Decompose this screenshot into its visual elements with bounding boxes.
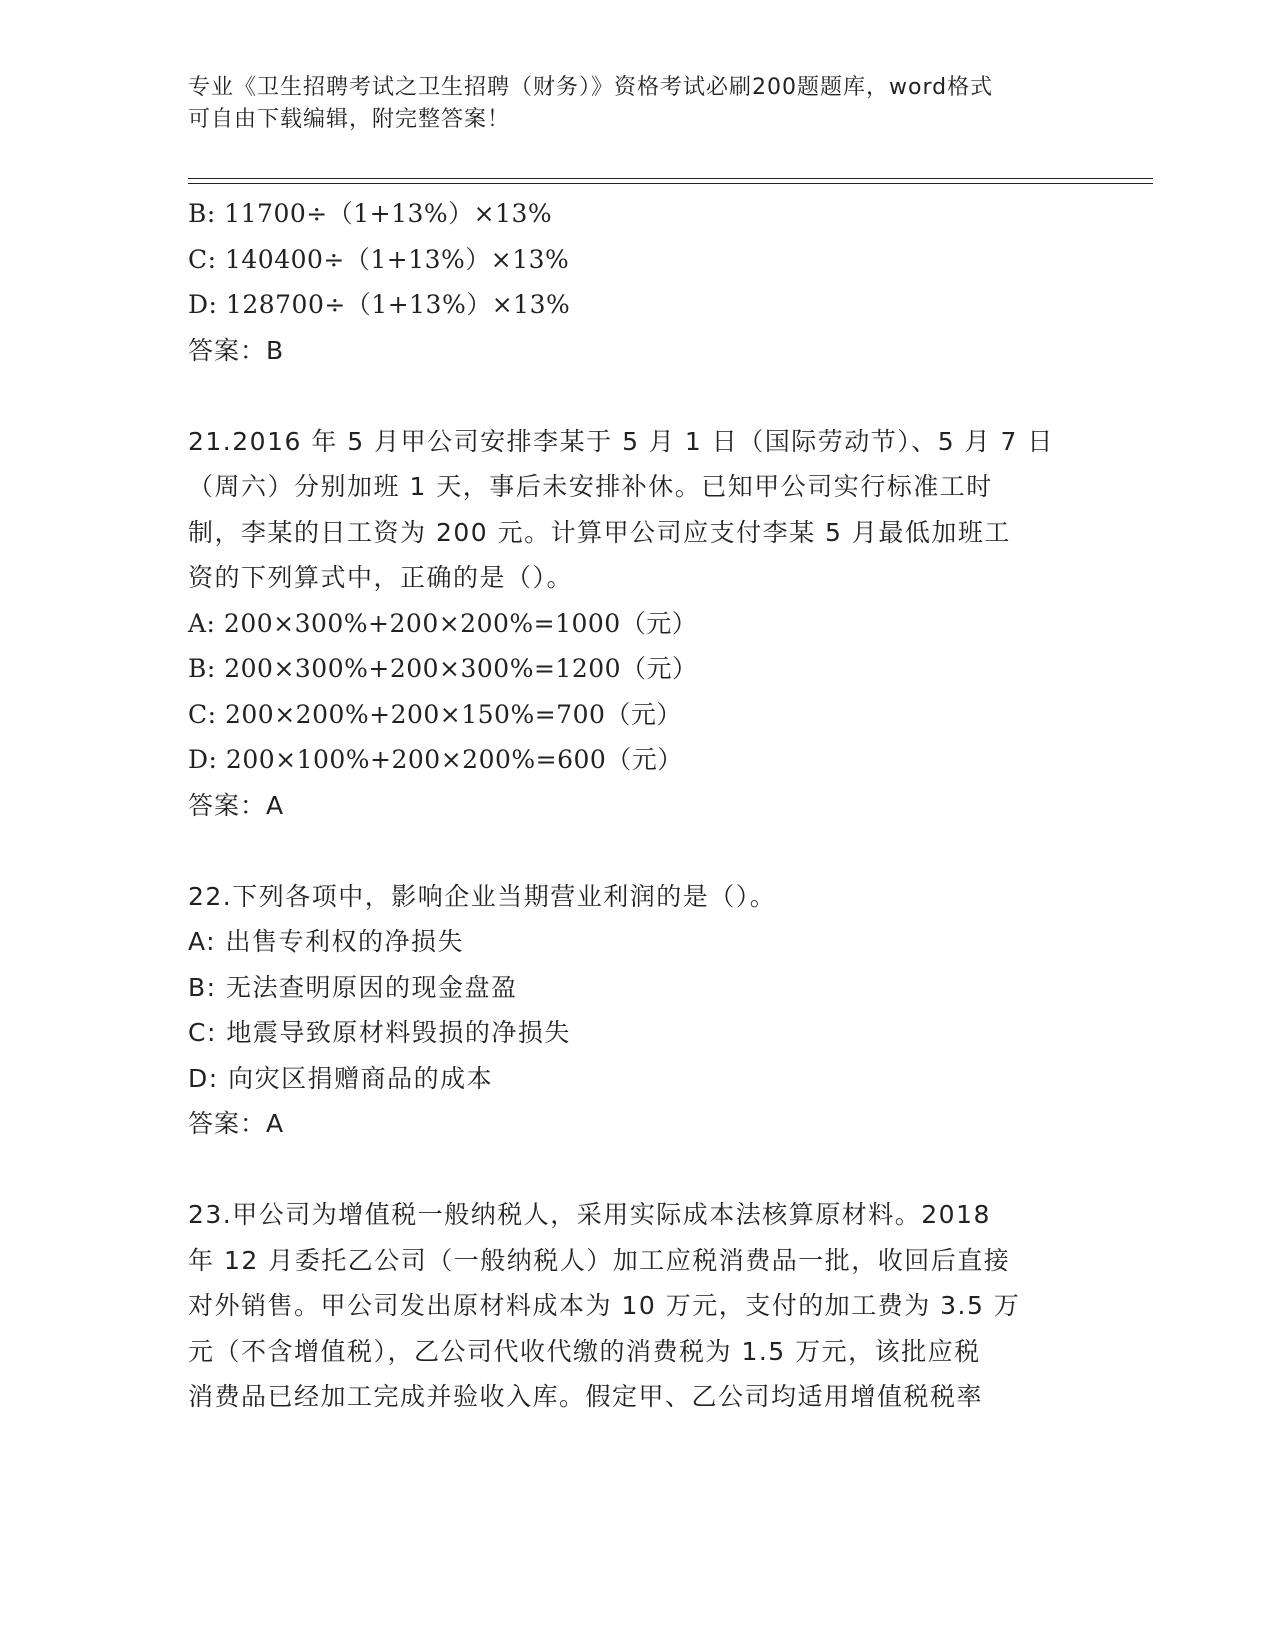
question-text-line: 22.下列各项中，影响企业当期营业利润的是（）。: [188, 881, 777, 911]
question-23: [188, 1192, 1088, 1420]
document-body: [188, 191, 1088, 1420]
option-b: B: 11700÷（1+13%）×13%: [188, 199, 553, 228]
option-b: B: 200×300%+200×300%=1200（元）: [188, 654, 698, 683]
question-22: [188, 874, 1088, 1147]
question-20-tail: [188, 191, 1088, 373]
option-d: D: 向灾区捐赠商品的成本: [188, 1063, 494, 1093]
option-b: B: 无法查明原因的现金盘盈: [188, 972, 518, 1002]
option-c: C: 140400÷（1+13%）×13%: [188, 244, 570, 274]
answer: 答案：B: [188, 335, 285, 365]
question-text-line: 元（不含增值税），乙公司代收代缴的消费税为 1.5 万元，该批应税: [188, 1336, 981, 1366]
option-d: D: 200×100%+200×200%=600（元）: [188, 745, 683, 774]
answer: 答案：A: [188, 790, 285, 820]
option-a: A: 200×300%+200×200%=1000（元）: [188, 608, 698, 638]
spacer: [188, 828, 1088, 874]
spacer: [188, 373, 1088, 419]
question-text-line: 对外销售。甲公司发出原材料成本为 10 万元，支付的加工费为 3.5 万: [188, 1291, 1021, 1320]
question-text-line: 21.2016 年 5 月甲公司安排李某于 5 月 1 日（国际劳动节）、5 月 7 日: [188, 426, 1054, 456]
option-c: C: 200×200%+200×150%=700（元）: [188, 699, 682, 729]
option-d: D: 128700÷（1+13%）×13%: [188, 290, 571, 319]
document-header: [188, 72, 1078, 136]
option-c: C: 地震导致原材料毁损的净损失: [188, 1018, 571, 1047]
header-rule-bottom: [188, 183, 1153, 184]
question-text-line: （周六）分别加班 1 天，事后未安排补休。已知甲公司实行标准工时: [188, 472, 993, 501]
spacer: [188, 1147, 1088, 1193]
question-text-line: 资的下列算式中，正确的是（）。: [188, 563, 574, 592]
question-text-line: 消费品已经加工完成并验收入库。假定甲、乙公司均适用增值税税率: [188, 1382, 984, 1411]
header-line-2: 可自由下载编辑，附完整答案！: [188, 107, 511, 132]
header-line-1: 专业《卫生招聘考试之卫生招聘（财务）》资格考试必刷200题题库，word格式: [188, 75, 994, 100]
question-text-line: 年 12 月委托乙公司（一般纳税人）加工应税消费品一批，收回后直接: [188, 1245, 1011, 1275]
question-text-line: 制，李某的日工资为 200 元。计算甲公司应支付李某 5 月最低加班工: [188, 517, 1011, 547]
header-rule-top: [188, 178, 1153, 179]
question-21: [188, 419, 1088, 829]
answer: 答案：A: [188, 1109, 285, 1138]
option-a: A: 出售专利权的净损失: [188, 927, 465, 956]
question-text-line: 23.甲公司为增值税一般纳税人，采用实际成本法核算原材料。2018: [188, 1200, 991, 1229]
